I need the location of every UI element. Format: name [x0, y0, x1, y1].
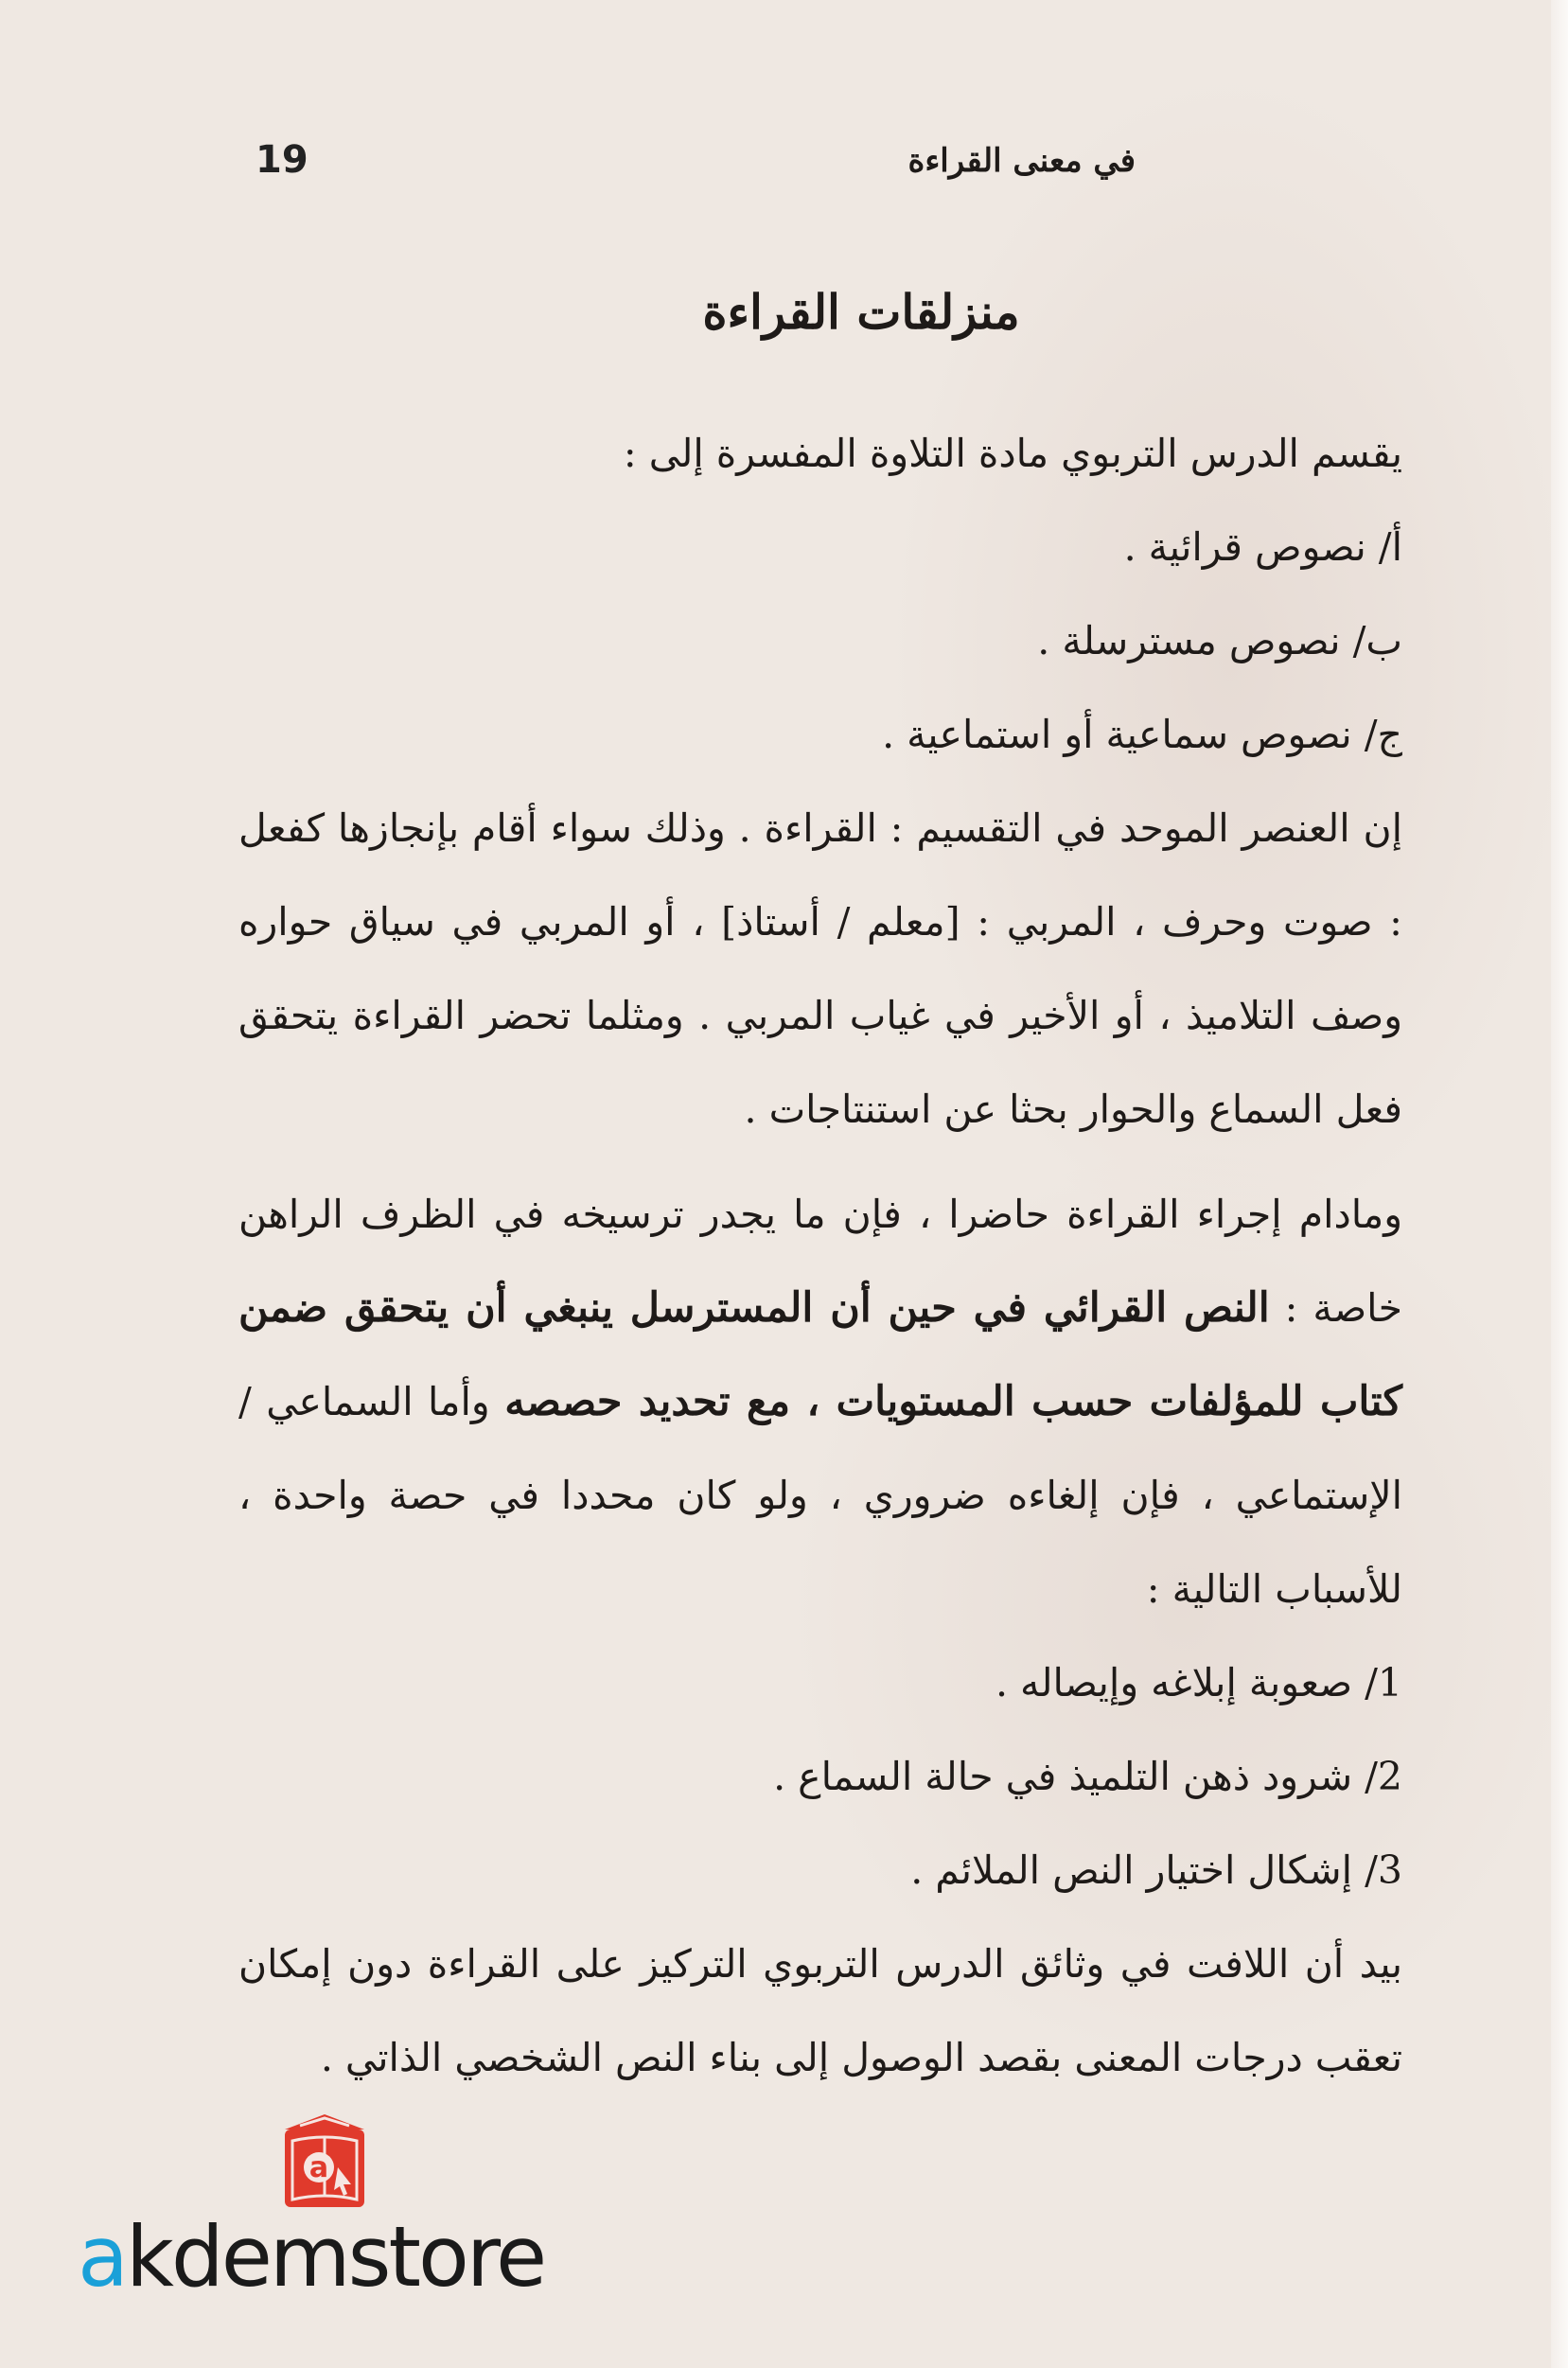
page-number: 19 [255, 138, 308, 182]
paragraph-2 [238, 1168, 1402, 1636]
section-title: منزلقات القراءة [702, 284, 1020, 340]
paragraph-1: إن العنصر الموحد في التقسيم : القراءة . وذلك سواء أقام بإنجازها كفعل : صوت وحرف ، المربي : [معلم / أستاذ] ، أو المربي في سياق حواره وصف التلاميذ ، أو الأخير في غياب المربي . ومثلما تحضر القراءة يتحقق فعل السماع والحوار بحثا عن استنتاجات . [238, 805, 1402, 1132]
body-text [238, 407, 1402, 2105]
store-brand-name [78, 2208, 544, 2306]
list-item-b: ب/ نصوص مسترسلة . [1037, 618, 1402, 663]
paragraph-2-bold: النص القرائي في حين أن المسترسل ينبغي أن يتحقق ضمن كتاب للمؤلفات حسب المستويات ، مع تحديد حصصه [238, 1284, 1402, 1425]
page-edge [1551, 0, 1568, 2368]
brand-first-letter: a [78, 2208, 126, 2306]
running-head: في معنى القراءة [907, 142, 1136, 180]
paragraph-2-end: وأما السماعي / الإستماعي ، فإن إلغاءه ضروري ، ولو كان محددا في حصة واحدة ، للأسباب التالية : [238, 1379, 1402, 1612]
list-item-a: أ/ نصوص قرائية . [1123, 524, 1402, 570]
paragraph-2-start: ومادام إجراء القراءة حاضرا ، فإن ما يجدر ترسيخه في الظرف الراهن خاصة : [238, 1192, 1402, 1331]
reason-1: 1/ صعوبة إبلاغه وإيصاله . [995, 1660, 1402, 1705]
svg-text:a: a [308, 2151, 329, 2184]
book-cart-icon [272, 2109, 378, 2220]
paragraph-3: بيد أن اللافت في وثائق الدرس التربوي التركيز على القراءة دون إمكان تعقب درجات المعنى بقصد الوصول إلى بناء النص الشخصي الذاتي . [238, 1941, 1402, 2080]
store-watermark [78, 2109, 570, 2307]
brand-rest: kdemstore [125, 2208, 545, 2306]
list-item-c: ج/ نصوص سماعية أو استماعية . [882, 712, 1402, 757]
reason-2: 2/ شرود ذهن التلميذ في حالة السماع . [773, 1754, 1402, 1799]
page-header [237, 131, 1401, 197]
intro-line: يقسم الدرس التربوي مادة التلاوة المفسرة إلى : [623, 431, 1402, 476]
reason-3: 3/ إشكال اختيار النص الملائم . [910, 1847, 1402, 1893]
